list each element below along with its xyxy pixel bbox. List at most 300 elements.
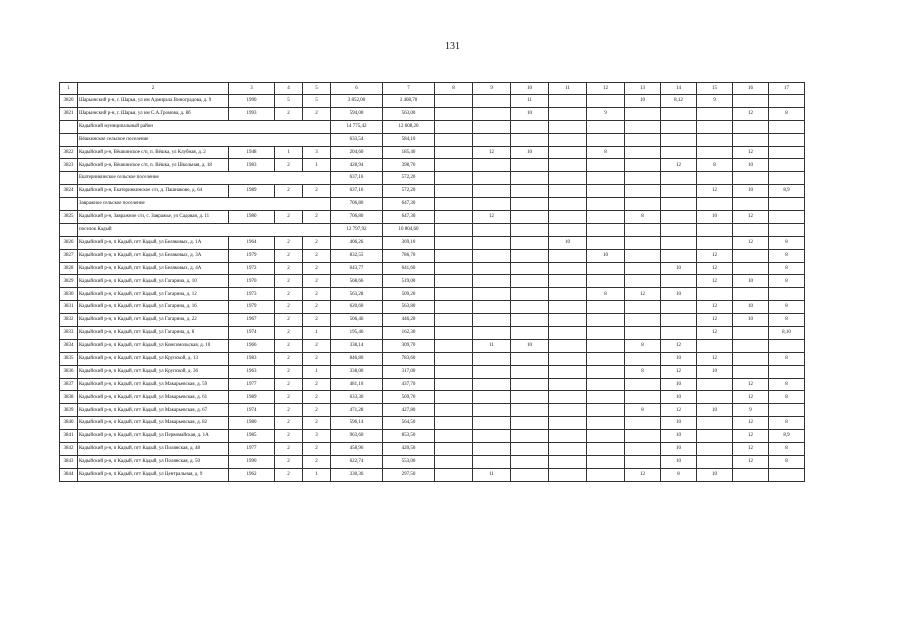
- table-cell: [661, 314, 697, 327]
- table-cell: [733, 172, 769, 185]
- table-cell: 620,60: [331, 301, 383, 314]
- table-cell: 2: [303, 211, 331, 224]
- table-cell: 8: [587, 146, 625, 159]
- address-cell: Шарьинский р-н, г. Шарья, ул им Адмирала Виноградова, д. 9: [78, 95, 229, 108]
- table-cell: 185,40: [383, 146, 435, 159]
- table-cell: [587, 378, 625, 391]
- address-cell: Кадыйский р-н, п Кадый, пгт Кадый, ул Комсомольская, д. 10: [78, 339, 229, 352]
- table-cell: 398,70: [383, 159, 435, 172]
- table-cell: [697, 236, 733, 249]
- table-cell: 2: [303, 404, 331, 417]
- address-cell: Кадыйский р-н, п Кадый, пгт Кадый, ул Макарьевская, д. 59: [78, 378, 229, 391]
- table-cell: 8: [769, 378, 805, 391]
- table-cell: 1948: [229, 146, 275, 159]
- table-cell: 8,12: [661, 95, 697, 108]
- group-total: 10 804,60: [383, 223, 435, 236]
- table-cell: 1974: [229, 404, 275, 417]
- table-cell: 2: [303, 262, 331, 275]
- table-cell: [625, 455, 661, 468]
- table-cell: [549, 468, 587, 481]
- table-cell: 10: [625, 95, 661, 108]
- table-cell: [60, 172, 78, 185]
- table-cell: 12: [733, 430, 769, 443]
- table-cell: [625, 198, 661, 211]
- table-cell: 519,00: [383, 275, 435, 288]
- table-row: [60, 236, 805, 249]
- table-cell: [661, 211, 697, 224]
- table-cell: [733, 95, 769, 108]
- table-cell: [511, 352, 549, 365]
- table-cell: 2: [303, 443, 331, 456]
- table-cell: 2: [275, 417, 303, 430]
- column-header: 7: [383, 83, 435, 95]
- table-row: [60, 95, 805, 108]
- table-cell: [587, 95, 625, 108]
- address-cell: Кадыйский р-н, п Кадый, пгт Кадый, ул Гагарина, д. 16: [78, 301, 229, 314]
- table-cell: [587, 339, 625, 352]
- table-cell: 2: [275, 365, 303, 378]
- table-cell: [587, 314, 625, 327]
- table-cell: 12: [625, 468, 661, 481]
- table-cell: 12: [661, 159, 697, 172]
- table-cell: [661, 236, 697, 249]
- table-cell: [625, 352, 661, 365]
- table-cell: 1963: [229, 365, 275, 378]
- table-cell: [549, 120, 587, 133]
- table-cell: [587, 443, 625, 456]
- table-cell: 8: [769, 301, 805, 314]
- table-cell: 1983: [229, 352, 275, 365]
- table-cell: [435, 404, 473, 417]
- table-cell: [697, 443, 733, 456]
- address-cell: Кадыйский р-н, п Кадый, пгт Кадый, ул Полянская, д. 48: [78, 443, 229, 456]
- table-cell: [473, 391, 511, 404]
- table-cell: 12: [697, 352, 733, 365]
- table-cell: 637,16: [331, 185, 383, 198]
- table-cell: [511, 236, 549, 249]
- table-cell: [473, 223, 511, 236]
- table-cell: 10: [661, 352, 697, 365]
- table-cell: [473, 404, 511, 417]
- table-cell: 8: [697, 159, 733, 172]
- table-cell: 12: [697, 275, 733, 288]
- group-total: 12 608,20: [383, 120, 435, 133]
- table-cell: 10: [587, 249, 625, 262]
- table-cell: [473, 378, 511, 391]
- table-cell: [733, 468, 769, 481]
- table-cell: [549, 172, 587, 185]
- column-header: 3: [229, 83, 275, 95]
- table-cell: [587, 301, 625, 314]
- table-cell: [473, 314, 511, 327]
- table-cell: [473, 120, 511, 133]
- table-cell: 3830: [60, 288, 78, 301]
- table-cell: 568,66: [331, 275, 383, 288]
- address-cell: Кадыйский р-н, п Кадый, пгт Кадый, ул Беляковых, д. 4А: [78, 262, 229, 275]
- table-cell: [511, 211, 549, 224]
- table-cell: [769, 211, 805, 224]
- table-cell: 3820: [60, 95, 78, 108]
- table-cell: 8: [769, 107, 805, 120]
- table-row: [60, 404, 805, 417]
- table-cell: 8: [769, 314, 805, 327]
- table-cell: 569,70: [383, 391, 435, 404]
- table-cell: [625, 223, 661, 236]
- table-cell: [697, 339, 733, 352]
- table-cell: 10: [661, 391, 697, 404]
- table-cell: [587, 159, 625, 172]
- table-cell: [661, 301, 697, 314]
- table-cell: 2: [275, 404, 303, 417]
- table-cell: 10: [733, 301, 769, 314]
- column-header: 10: [511, 83, 549, 95]
- table-cell: [435, 211, 473, 224]
- table-cell: [473, 159, 511, 172]
- table-cell: [661, 249, 697, 262]
- table-cell: 12: [733, 211, 769, 224]
- table-row: [60, 443, 805, 456]
- table-cell: 1980: [229, 417, 275, 430]
- table-cell: [435, 327, 473, 340]
- table-cell: 10: [733, 314, 769, 327]
- table-cell: 2: [275, 185, 303, 198]
- table-cell: [435, 107, 473, 120]
- table-cell: 11: [473, 339, 511, 352]
- table-cell: [697, 120, 733, 133]
- table-cell: 3 408,70: [383, 95, 435, 108]
- table-cell: 8: [625, 211, 661, 224]
- table-cell: [625, 185, 661, 198]
- table-cell: 3842: [60, 443, 78, 456]
- group-label: Екатеринкинское сельское поселение: [78, 172, 331, 185]
- table-cell: 10: [733, 185, 769, 198]
- table-cell: [549, 339, 587, 352]
- table-cell: [549, 198, 587, 211]
- table-row: [60, 301, 805, 314]
- table-cell: 10: [511, 146, 549, 159]
- table-cell: 3823: [60, 159, 78, 172]
- address-cell: Кадыйский р-н, п Кадый, пгт Кадый, ул Макарьевская, д. 61: [78, 391, 229, 404]
- table-cell: 641,60: [383, 262, 435, 275]
- table-cell: 3841: [60, 430, 78, 443]
- address-cell: Кадыйский р-н, п Кадый, пгт Кадый, ул Беляковых, д. 3А: [78, 249, 229, 262]
- table-cell: 563,00: [383, 107, 435, 120]
- table-cell: [697, 391, 733, 404]
- table-cell: 2: [275, 430, 303, 443]
- table-cell: [435, 198, 473, 211]
- table-cell: 406,26: [331, 236, 383, 249]
- table-cell: 12: [733, 417, 769, 430]
- table-cell: 10: [697, 404, 733, 417]
- table-cell: 3837: [60, 378, 78, 391]
- table-cell: [697, 133, 733, 146]
- table-cell: [661, 185, 697, 198]
- table-cell: 2: [275, 327, 303, 340]
- address-cell: Кадыйский р-н, п Кадый, пгт Кадый, ул Первомайская, д. 1А: [78, 430, 229, 443]
- table-cell: [549, 378, 587, 391]
- table-cell: 11: [511, 95, 549, 108]
- table-cell: [587, 172, 625, 185]
- table-cell: 12: [697, 262, 733, 275]
- table-row: [60, 391, 805, 404]
- table-cell: 12: [473, 211, 511, 224]
- table-cell: [511, 391, 549, 404]
- table-cell: [625, 378, 661, 391]
- table-cell: 8: [769, 391, 805, 404]
- table-cell: [511, 417, 549, 430]
- table-cell: 8: [661, 468, 697, 481]
- table-cell: 3824: [60, 185, 78, 198]
- table-cell: 2: [275, 391, 303, 404]
- table-cell: [549, 352, 587, 365]
- table-cell: [625, 120, 661, 133]
- address-cell: Кадыйский р-н, п Кадый, пгт Кадый, ул Центральная, д. 9: [78, 468, 229, 481]
- table-cell: [769, 365, 805, 378]
- table-cell: [625, 159, 661, 172]
- address-cell: Кадыйский р-н, п Кадый, пгт Кадый, ул Гагарина, д. 8: [78, 327, 229, 340]
- table-cell: [435, 301, 473, 314]
- table-cell: [60, 120, 78, 133]
- table-cell: 8: [769, 455, 805, 468]
- table-cell: 596,14: [331, 417, 383, 430]
- table-cell: 297,50: [383, 468, 435, 481]
- column-header: 2: [78, 83, 229, 95]
- table-cell: [549, 223, 587, 236]
- table-cell: [511, 249, 549, 262]
- table-cell: [697, 172, 733, 185]
- table-cell: [511, 120, 549, 133]
- table-cell: 8: [769, 443, 805, 456]
- group-label: Завражное сельское поселение: [78, 198, 331, 211]
- table-cell: [549, 314, 587, 327]
- table-cell: 3 852,00: [331, 95, 383, 108]
- table-cell: [587, 404, 625, 417]
- table-cell: 2: [275, 211, 303, 224]
- table-cell: [60, 223, 78, 236]
- table-cell: [769, 288, 805, 301]
- table-cell: 1966: [229, 339, 275, 352]
- table-cell: [549, 185, 587, 198]
- table-cell: 10: [733, 159, 769, 172]
- group-row: [60, 120, 805, 133]
- table-cell: 2: [275, 468, 303, 481]
- table-cell: 11: [473, 468, 511, 481]
- table-cell: [697, 455, 733, 468]
- table-cell: 369,10: [383, 236, 435, 249]
- table-header-row: [60, 83, 805, 95]
- group-total: 12 797,92: [331, 223, 383, 236]
- table-cell: [473, 365, 511, 378]
- table-cell: [587, 211, 625, 224]
- table-cell: [769, 159, 805, 172]
- column-header: 15: [697, 83, 733, 95]
- table-cell: 12: [733, 378, 769, 391]
- table-cell: [511, 443, 549, 456]
- table-cell: 12: [733, 146, 769, 159]
- table-cell: 10: [661, 378, 697, 391]
- table-row: [60, 107, 805, 120]
- table-cell: 2: [275, 314, 303, 327]
- column-header: 16: [733, 83, 769, 95]
- table-cell: 3836: [60, 365, 78, 378]
- column-header: 1: [60, 83, 78, 95]
- table-cell: 2: [275, 249, 303, 262]
- table-cell: 553,00: [383, 455, 435, 468]
- table-cell: [511, 301, 549, 314]
- table-cell: 428,94: [331, 159, 383, 172]
- table-cell: [733, 120, 769, 133]
- table-cell: 10: [661, 430, 697, 443]
- table-row: [60, 249, 805, 262]
- table-cell: 10: [661, 262, 697, 275]
- table-cell: [435, 365, 473, 378]
- table-cell: 12: [473, 146, 511, 159]
- table-cell: [697, 378, 733, 391]
- table-cell: 12: [733, 107, 769, 120]
- table-cell: [549, 159, 587, 172]
- table-cell: [511, 378, 549, 391]
- table-cell: 3826: [60, 236, 78, 249]
- table-cell: 420,50: [383, 443, 435, 456]
- table-cell: 1977: [229, 378, 275, 391]
- table-cell: 846,80: [331, 352, 383, 365]
- table-cell: 12: [697, 185, 733, 198]
- table-cell: 3833: [60, 327, 78, 340]
- table-cell: [511, 365, 549, 378]
- table-cell: [435, 120, 473, 133]
- table-cell: [473, 327, 511, 340]
- table-cell: [769, 146, 805, 159]
- table-cell: [435, 236, 473, 249]
- table-cell: 8,10: [769, 327, 805, 340]
- table-cell: 2: [275, 455, 303, 468]
- table-cell: 1977: [229, 443, 275, 456]
- table-cell: 10: [697, 468, 733, 481]
- table-cell: [697, 288, 733, 301]
- table-cell: [733, 133, 769, 146]
- table-cell: [587, 430, 625, 443]
- table-cell: [549, 404, 587, 417]
- table-cell: 2: [303, 275, 331, 288]
- table-cell: [549, 417, 587, 430]
- table-cell: 3829: [60, 275, 78, 288]
- register-table: [59, 82, 805, 482]
- table-cell: 8: [769, 236, 805, 249]
- table-cell: 162,30: [383, 327, 435, 340]
- table-cell: [473, 236, 511, 249]
- table-cell: [473, 172, 511, 185]
- table-cell: [511, 404, 549, 417]
- table-cell: [435, 391, 473, 404]
- table-cell: 2: [275, 378, 303, 391]
- table-cell: 8: [587, 288, 625, 301]
- table-cell: 2: [303, 455, 331, 468]
- table-cell: [625, 430, 661, 443]
- table-cell: 1983: [229, 159, 275, 172]
- table-row: [60, 159, 805, 172]
- table-cell: 1962: [229, 468, 275, 481]
- table-cell: [661, 198, 697, 211]
- table-cell: [435, 146, 473, 159]
- table-cell: 786,70: [383, 249, 435, 262]
- table-cell: [435, 223, 473, 236]
- table-cell: 10: [661, 288, 697, 301]
- table-cell: [769, 172, 805, 185]
- group-total: 637,16: [331, 172, 383, 185]
- table-row: [60, 146, 805, 159]
- table-cell: [549, 288, 587, 301]
- group-total: 647,30: [383, 198, 435, 211]
- table-cell: [625, 172, 661, 185]
- group-total: 706,80: [331, 198, 383, 211]
- table-cell: [661, 327, 697, 340]
- table-cell: [435, 417, 473, 430]
- address-cell: Кадыйский р-н, п Кадый, пгт Кадый, ул Макарьевская, д. 67: [78, 404, 229, 417]
- table-cell: 3838: [60, 391, 78, 404]
- table-cell: 706,80: [331, 211, 383, 224]
- address-cell: Шарьинский р-н, г. Шарья, ул им С.А.Громова, д. 8б: [78, 107, 229, 120]
- table-cell: [511, 455, 549, 468]
- address-cell: Кадыйский р-н, п Кадый, пгт Кадый, ул Беляковых, д. 1А: [78, 236, 229, 249]
- table-cell: 12: [733, 443, 769, 456]
- table-cell: 1970: [229, 275, 275, 288]
- table-cell: 5: [303, 95, 331, 108]
- table-cell: [473, 95, 511, 108]
- group-total: 584,10: [383, 133, 435, 146]
- table-cell: [60, 198, 78, 211]
- table-cell: 338,14: [331, 339, 383, 352]
- group-row: [60, 198, 805, 211]
- table-cell: [587, 327, 625, 340]
- table-cell: [661, 223, 697, 236]
- table-cell: [473, 249, 511, 262]
- table-cell: [769, 404, 805, 417]
- address-cell: Кадыйский р-н, п Кадый, пгт Кадый, ул Гагарина, д. 12: [78, 288, 229, 301]
- table-cell: 8,9: [769, 185, 805, 198]
- table-cell: 10: [697, 365, 733, 378]
- table-cell: [511, 430, 549, 443]
- table-cell: 9: [587, 107, 625, 120]
- table-cell: 2: [275, 443, 303, 456]
- table-row: [60, 455, 805, 468]
- table-cell: [511, 159, 549, 172]
- table-cell: 2: [303, 352, 331, 365]
- table-cell: [587, 468, 625, 481]
- address-cell: Кадыйский р-н, Вёшкинское с/п, п. Вёшка, ул Школьная, д. 18: [78, 159, 229, 172]
- table-cell: 427,80: [383, 404, 435, 417]
- table-cell: [511, 133, 549, 146]
- table-cell: 1973: [229, 288, 275, 301]
- table-row: [60, 378, 805, 391]
- table-cell: 3832: [60, 314, 78, 327]
- table-cell: [661, 107, 697, 120]
- table-cell: [733, 249, 769, 262]
- table-cell: [435, 275, 473, 288]
- table-cell: [549, 327, 587, 340]
- table-cell: 633,36: [331, 391, 383, 404]
- table-cell: 2: [275, 288, 303, 301]
- table-cell: [435, 352, 473, 365]
- table-cell: [473, 107, 511, 120]
- table-cell: [473, 301, 511, 314]
- table-cell: [697, 107, 733, 120]
- group-total: 572,20: [383, 172, 435, 185]
- table-cell: 3831: [60, 301, 78, 314]
- table-cell: 9: [733, 404, 769, 417]
- table-cell: 3843: [60, 455, 78, 468]
- table-cell: 1989: [229, 391, 275, 404]
- table-cell: 1: [303, 327, 331, 340]
